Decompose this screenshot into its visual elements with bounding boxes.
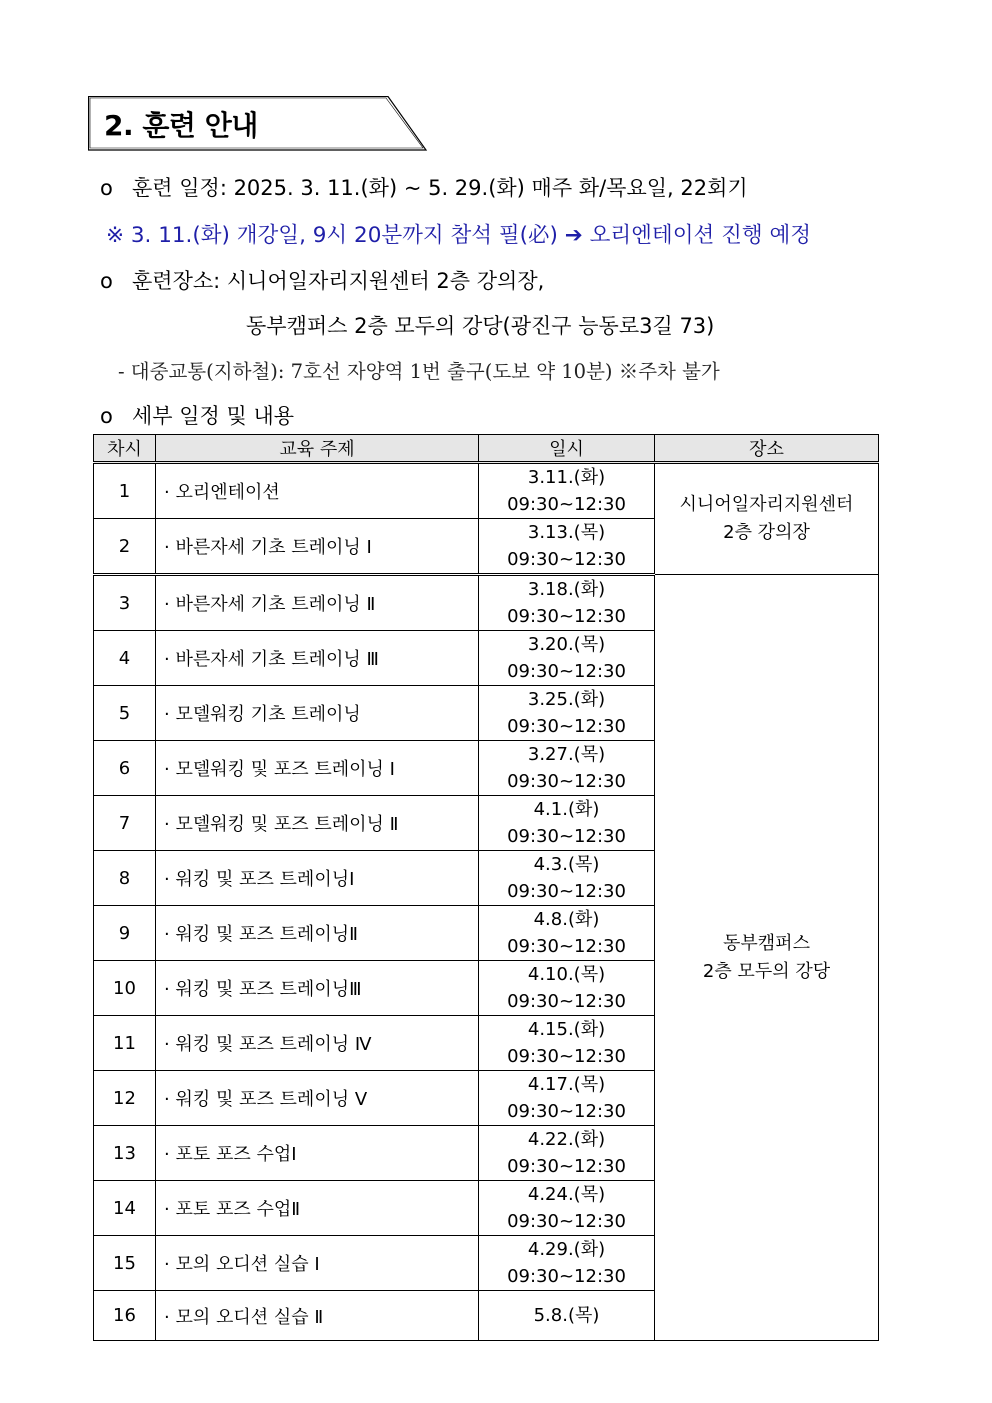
session-datetime bbox=[479, 1016, 655, 1071]
session-time: 09:30~12:30 bbox=[507, 606, 626, 627]
session-datetime bbox=[479, 1291, 655, 1341]
notice-line: ※ 3. 11.(화) 개강일, 9시 20분까지 참석 필(必) ➔ 오리엔테이션 진행 예정 bbox=[106, 223, 811, 248]
session-number: 10 bbox=[94, 961, 156, 1016]
session-topic: · 워킹 및 포즈 트레이닝Ⅰ bbox=[156, 851, 479, 906]
transit-line: - 대중교통(지하철): 7호선 자양역 1번 출구(도보 약 10분) ※주차 불가 bbox=[118, 360, 720, 383]
header-datetime: 일시 bbox=[479, 435, 655, 463]
session-date: 4.24.(목) bbox=[527, 1184, 606, 1205]
session-time: 09:30~12:30 bbox=[507, 661, 626, 682]
session-topic: · 바른자세 기초 트레이닝 Ⅲ bbox=[156, 631, 479, 686]
session-datetime bbox=[479, 796, 655, 851]
session-date: 4.8.(화) bbox=[533, 909, 600, 930]
session-datetime bbox=[479, 463, 655, 519]
session-time: 09:30~12:30 bbox=[507, 771, 626, 792]
session-time: 09:30~12:30 bbox=[507, 1156, 626, 1177]
place-senior-center bbox=[655, 463, 879, 575]
session-number: 1 bbox=[94, 463, 156, 519]
session-time: 09:30~12:30 bbox=[507, 1211, 626, 1232]
session-number: 14 bbox=[94, 1181, 156, 1236]
table-row bbox=[94, 463, 879, 519]
place-text: 시니어일자리지원센터 bbox=[679, 494, 854, 515]
session-date: 3.18.(화) bbox=[527, 579, 606, 600]
schedule-line bbox=[100, 172, 748, 202]
session-date: 4.17.(목) bbox=[527, 1074, 606, 1095]
place-text: 동부캠퍼스 bbox=[723, 932, 810, 954]
header-place: 장소 bbox=[655, 435, 879, 463]
session-datetime bbox=[479, 686, 655, 741]
session-time: 09:30~12:30 bbox=[507, 936, 626, 957]
session-date: 3.20.(목) bbox=[527, 634, 606, 655]
session-datetime bbox=[479, 961, 655, 1016]
header-topic: 교육 주제 bbox=[156, 435, 479, 463]
session-number: 15 bbox=[94, 1236, 156, 1291]
session-datetime bbox=[479, 1071, 655, 1126]
session-time: 09:30~12:30 bbox=[507, 716, 626, 737]
place-east-campus bbox=[655, 575, 879, 1341]
session-date: 4.3.(목) bbox=[533, 854, 600, 875]
session-date: 4.15.(화) bbox=[527, 1019, 606, 1040]
session-date: 3.13.(목) bbox=[527, 522, 606, 543]
detail-heading bbox=[100, 400, 294, 430]
session-datetime bbox=[479, 741, 655, 796]
schedule-text: 훈련 일정: 2025. 3. 11.(화) ~ 5. 29.(화) 매주 화/목요일, 22회기 bbox=[132, 176, 748, 200]
session-time: 09:30~12:30 bbox=[507, 494, 626, 515]
session-topic: · 포토 포즈 수업Ⅱ bbox=[156, 1181, 479, 1236]
table-row bbox=[94, 575, 879, 631]
session-date: 3.25.(화) bbox=[527, 689, 606, 710]
session-time: 09:30~12:30 bbox=[507, 1101, 626, 1122]
session-topic: · 모델워킹 및 포즈 트레이닝 Ⅱ bbox=[156, 796, 479, 851]
place-text: 2층 강의장 bbox=[723, 522, 810, 543]
session-number: 6 bbox=[94, 741, 156, 796]
session-date: 4.29.(화) bbox=[527, 1239, 606, 1260]
session-date: 5.8.(목) bbox=[533, 1305, 600, 1326]
venue-bullet: o bbox=[100, 269, 113, 293]
session-topic: · 워킹 및 포즈 트레이닝Ⅲ bbox=[156, 961, 479, 1016]
session-datetime bbox=[479, 631, 655, 686]
session-date: 3.11.(화) bbox=[527, 467, 606, 488]
session-datetime bbox=[479, 1236, 655, 1291]
venue-line-2: 동부캠퍼스 2층 모두의 강당(광진구 능동로3길 73) bbox=[246, 314, 715, 338]
session-topic: · 바른자세 기초 트레이닝 Ⅱ bbox=[156, 575, 479, 631]
session-number: 7 bbox=[94, 796, 156, 851]
session-topic: · 모의 오디션 실습 Ⅱ bbox=[156, 1291, 479, 1341]
schedule-table bbox=[93, 434, 879, 1341]
session-topic: · 모의 오디션 실습 Ⅰ bbox=[156, 1236, 479, 1291]
session-number: 13 bbox=[94, 1126, 156, 1181]
session-datetime bbox=[479, 575, 655, 631]
session-date: 4.1.(화) bbox=[533, 799, 600, 820]
section-title: 2. 훈련 안내 bbox=[104, 109, 258, 142]
session-topic: · 모델워킹 기초 트레이닝 bbox=[156, 686, 479, 741]
session-number: 8 bbox=[94, 851, 156, 906]
session-topic: · 워킹 및 포즈 트레이닝Ⅱ bbox=[156, 906, 479, 961]
session-topic: · 모델워킹 및 포즈 트레이닝 Ⅰ bbox=[156, 741, 479, 796]
section-title-box bbox=[88, 96, 426, 150]
session-topic: · 워킹 및 포즈 트레이닝 Ⅴ bbox=[156, 1071, 479, 1126]
session-datetime bbox=[479, 519, 655, 575]
place-text: 2층 모두의 강당 bbox=[702, 960, 831, 982]
session-date: 4.22.(화) bbox=[527, 1129, 606, 1150]
session-number: 9 bbox=[94, 906, 156, 961]
session-number: 12 bbox=[94, 1071, 156, 1126]
session-time: 09:30~12:30 bbox=[507, 826, 626, 847]
session-number: 4 bbox=[94, 631, 156, 686]
header-session: 차시 bbox=[94, 435, 156, 463]
session-datetime bbox=[479, 1126, 655, 1181]
session-number: 5 bbox=[94, 686, 156, 741]
session-date: 4.10.(목) bbox=[527, 964, 606, 985]
venue-text: 훈련장소: 시니어일자리지원센터 2층 강의장, bbox=[132, 269, 545, 293]
session-datetime bbox=[479, 851, 655, 906]
session-time: 09:30~12:30 bbox=[507, 881, 626, 902]
session-datetime bbox=[479, 1181, 655, 1236]
schedule-bullet: o bbox=[100, 176, 113, 200]
session-time: 09:30~12:30 bbox=[507, 1266, 626, 1287]
detail-bullet: o bbox=[100, 404, 113, 428]
venue-line bbox=[100, 265, 544, 295]
session-topic: · 바른자세 기초 트레이닝 Ⅰ bbox=[156, 519, 479, 575]
detail-text: 세부 일정 및 내용 bbox=[132, 404, 295, 428]
session-number: 2 bbox=[94, 519, 156, 575]
session-date: 3.27.(목) bbox=[527, 744, 606, 765]
table-header-row bbox=[94, 435, 879, 463]
session-number: 11 bbox=[94, 1016, 156, 1071]
session-topic: · 오리엔테이션 bbox=[156, 463, 479, 519]
session-topic: · 포토 포즈 수업Ⅰ bbox=[156, 1126, 479, 1181]
session-topic: · 워킹 및 포즈 트레이닝 Ⅳ bbox=[156, 1016, 479, 1071]
session-datetime bbox=[479, 906, 655, 961]
session-time: 09:30~12:30 bbox=[507, 549, 626, 570]
session-number: 16 bbox=[94, 1291, 156, 1341]
session-time: 09:30~12:30 bbox=[507, 991, 626, 1012]
session-number: 3 bbox=[94, 575, 156, 631]
session-time: 09:30~12:30 bbox=[507, 1046, 626, 1067]
